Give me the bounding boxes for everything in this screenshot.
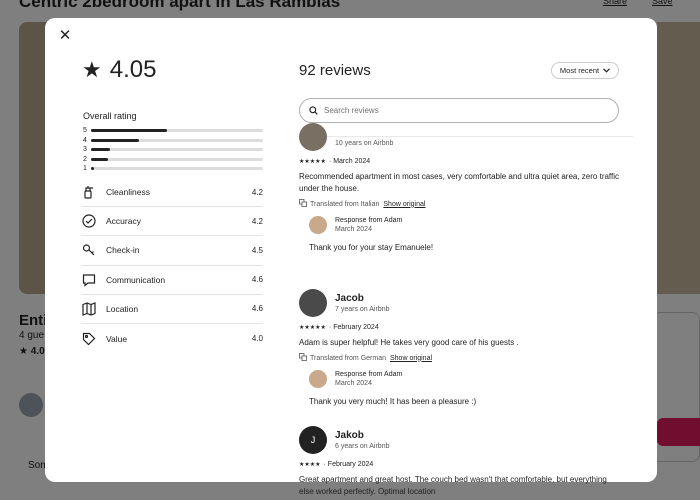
check-circle-icon [81, 213, 97, 229]
rating-bar-row [83, 126, 263, 136]
rating-bar-label: 2 [83, 155, 87, 163]
response-title: Response from Adam [335, 217, 403, 224]
category-name: Value [106, 333, 128, 344]
rating-bar-label: 1 [83, 165, 87, 173]
rating-bar-row [83, 164, 263, 174]
review-header [299, 288, 619, 318]
overall-rating-label: Overall rating [83, 111, 137, 121]
review-item [299, 288, 619, 406]
rating-bar-fill [91, 139, 139, 142]
reviewer-name: Jakob [335, 430, 364, 441]
reviews-modal [45, 18, 657, 496]
reviewer-avatar [299, 123, 327, 151]
category-value: 4.5 [251, 245, 263, 255]
review-stars: ★★★★★ [299, 159, 326, 165]
response-text: Thank you very much! It has been a pleasure :) [309, 397, 477, 406]
category-value: 4.6 [251, 304, 263, 314]
review-date: February 2024 [327, 461, 374, 468]
host-avatar [309, 370, 327, 388]
review-meta: ★★★★★ · February 2024 [299, 324, 379, 331]
rating-bar-fill [91, 129, 167, 132]
chat-bubble-icon [81, 272, 97, 288]
show-original-link[interactable]: Show original [390, 354, 433, 362]
category-cleanliness [81, 178, 263, 207]
category-ratings [81, 178, 263, 353]
response-date: March 2024 [335, 226, 372, 233]
category-communication [81, 266, 263, 295]
rating-bar-row [83, 136, 263, 146]
reviewer-name: Jacob [335, 293, 364, 304]
translation-note [299, 353, 619, 363]
translation-note [299, 199, 619, 209]
reviewer-tenure: 7 years on Airbnb [335, 306, 390, 313]
tag-icon [81, 331, 97, 347]
review-text: Recommended apartment in most cases, very comfortable and ultra quiet area, zero traffic under the house. [299, 172, 620, 193]
category-accuracy [81, 207, 263, 236]
category-name: Cleanliness [106, 187, 150, 198]
search-box[interactable] [299, 98, 619, 123]
review-date: February 2024 [333, 324, 379, 331]
overall-score [82, 56, 156, 84]
chevron-down-icon [603, 66, 610, 75]
rating-bar-fill [91, 148, 110, 151]
category-value: 4.2 [251, 187, 263, 197]
star-icon: ★ [82, 57, 102, 82]
review-stars: ★★★★ [299, 462, 321, 468]
map-icon [81, 301, 97, 317]
response-text: Thank you for your stay Emanuele! [309, 243, 434, 252]
rating-bar-fill [91, 158, 108, 161]
overall-score-value: 4.05 [109, 56, 157, 83]
rating-bar-label: 3 [83, 146, 87, 154]
translated-from: Translated from German [310, 354, 386, 362]
host-avatar [309, 216, 327, 234]
review-date: March 2024 [333, 158, 371, 165]
review-text: Adam is super helpful! He takes very good care of his guests . [299, 338, 519, 347]
rating-bar-row [83, 145, 263, 155]
rating-bar-row [83, 155, 263, 165]
review-item [299, 122, 619, 252]
review-header [299, 425, 619, 455]
rating-bar-fill [91, 167, 94, 170]
review-item [299, 425, 619, 498]
response-date: March 2024 [335, 380, 372, 387]
review-header [299, 122, 619, 152]
translate-icon [299, 353, 307, 363]
reviewer-avatar [299, 289, 327, 317]
close-icon[interactable]: ✕ [58, 27, 72, 44]
category-value [81, 324, 263, 353]
reviews-count: 92 reviews [299, 62, 371, 79]
search-input[interactable] [324, 106, 594, 115]
category-value: 4.0 [251, 334, 263, 344]
review-meta: ★★★★★ · March 2024 [299, 158, 371, 165]
reviews-list[interactable] [299, 136, 633, 496]
host-response [309, 370, 619, 388]
host-response [309, 216, 619, 234]
sort-label: Most recent [559, 66, 600, 75]
response-title: Response from Adam [335, 371, 403, 378]
show-original-link[interactable]: Show original [383, 200, 426, 208]
review-meta: ★★★★ · February 2024 [299, 461, 374, 468]
reviewer-avatar: J [299, 426, 327, 454]
category-name: Accuracy [106, 216, 141, 227]
category-name: Check-in [106, 245, 140, 256]
sort-dropdown[interactable] [551, 62, 619, 79]
category-check-in [81, 236, 263, 265]
translate-icon [299, 199, 307, 209]
category-value: 4.6 [251, 275, 263, 285]
category-name: Communication [106, 274, 166, 285]
review-text: Great apartment and great host. The couch bed wasn't that comfortable, but everything else worked perfectly. Optimal location [299, 475, 607, 496]
spray-bottle-icon [81, 184, 97, 200]
translated-from: Translated from Italian [310, 200, 380, 208]
rating-distribution [83, 126, 263, 174]
key-icon [81, 242, 97, 258]
rating-bar-label: 5 [83, 127, 87, 135]
category-location [81, 295, 263, 324]
reviewer-tenure: 10 years on Airbnb [335, 139, 394, 147]
category-name: Location [106, 303, 139, 314]
rating-bar-label: 4 [83, 136, 87, 144]
review-stars: ★★★★★ [299, 325, 326, 331]
category-value: 4.2 [251, 216, 263, 226]
search-icon [309, 102, 318, 120]
reviewer-tenure: 6 years on Airbnb [335, 443, 390, 450]
